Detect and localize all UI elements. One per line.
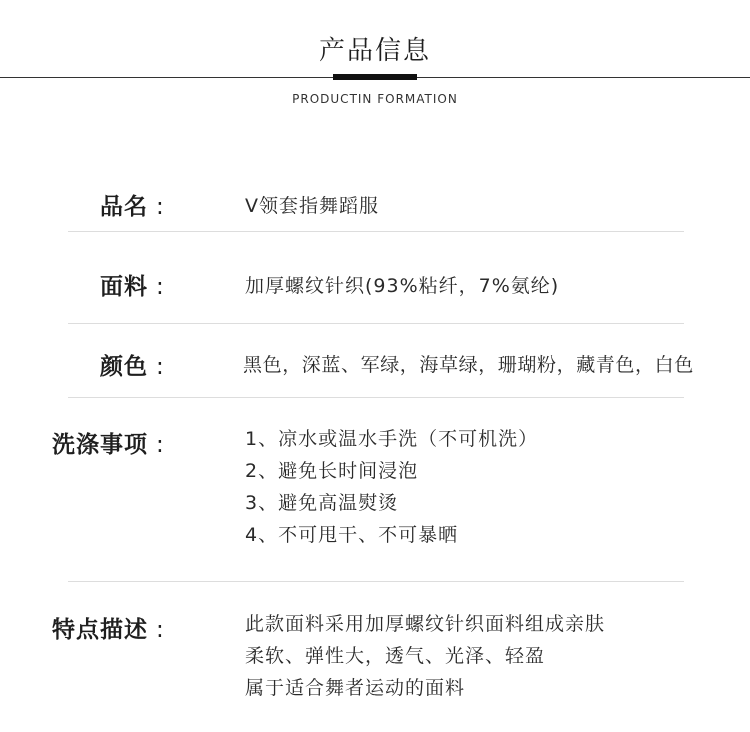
divider: [68, 323, 684, 324]
name-label: 品名 :: [100, 194, 165, 220]
title-accent-bar: [333, 74, 417, 80]
features-line: 柔软、弹性大，透气、光泽、轻盈: [245, 645, 546, 667]
divider: [68, 581, 684, 582]
features-label: 特点描述 :: [52, 617, 165, 643]
fabric-label: 面料 :: [100, 274, 165, 300]
fabric-value: 加厚螺纹针织(93%粘纤，7%氨纶): [245, 275, 560, 297]
color-value: 黑色，深蓝、军绿，海草绿，珊瑚粉，藏青色，白色: [243, 354, 694, 376]
page-subtitle: PRODUCTIN FORMATION: [292, 92, 458, 106]
wash-line: 1、凉水或温水手洗（不可机洗）: [245, 428, 539, 450]
wash-line: 3、避免高温熨烫: [245, 492, 399, 514]
name-value: V领套指舞蹈服: [245, 195, 379, 217]
divider: [68, 397, 684, 398]
features-line: 此款面料采用加厚螺纹针织面料组成亲肤: [245, 613, 606, 635]
color-label: 颜色 :: [100, 354, 165, 380]
features-line: 属于适合舞者运动的面料: [245, 677, 466, 699]
divider: [68, 231, 684, 232]
wash-label: 洗涤事项 :: [52, 432, 165, 458]
wash-lines: [245, 423, 538, 551]
wash-line: 4、不可甩干、不可暴晒: [245, 524, 459, 546]
page-title: 产品信息: [318, 36, 431, 66]
features-lines: [245, 608, 605, 704]
wash-line: 2、避免长时间浸泡: [245, 460, 419, 482]
